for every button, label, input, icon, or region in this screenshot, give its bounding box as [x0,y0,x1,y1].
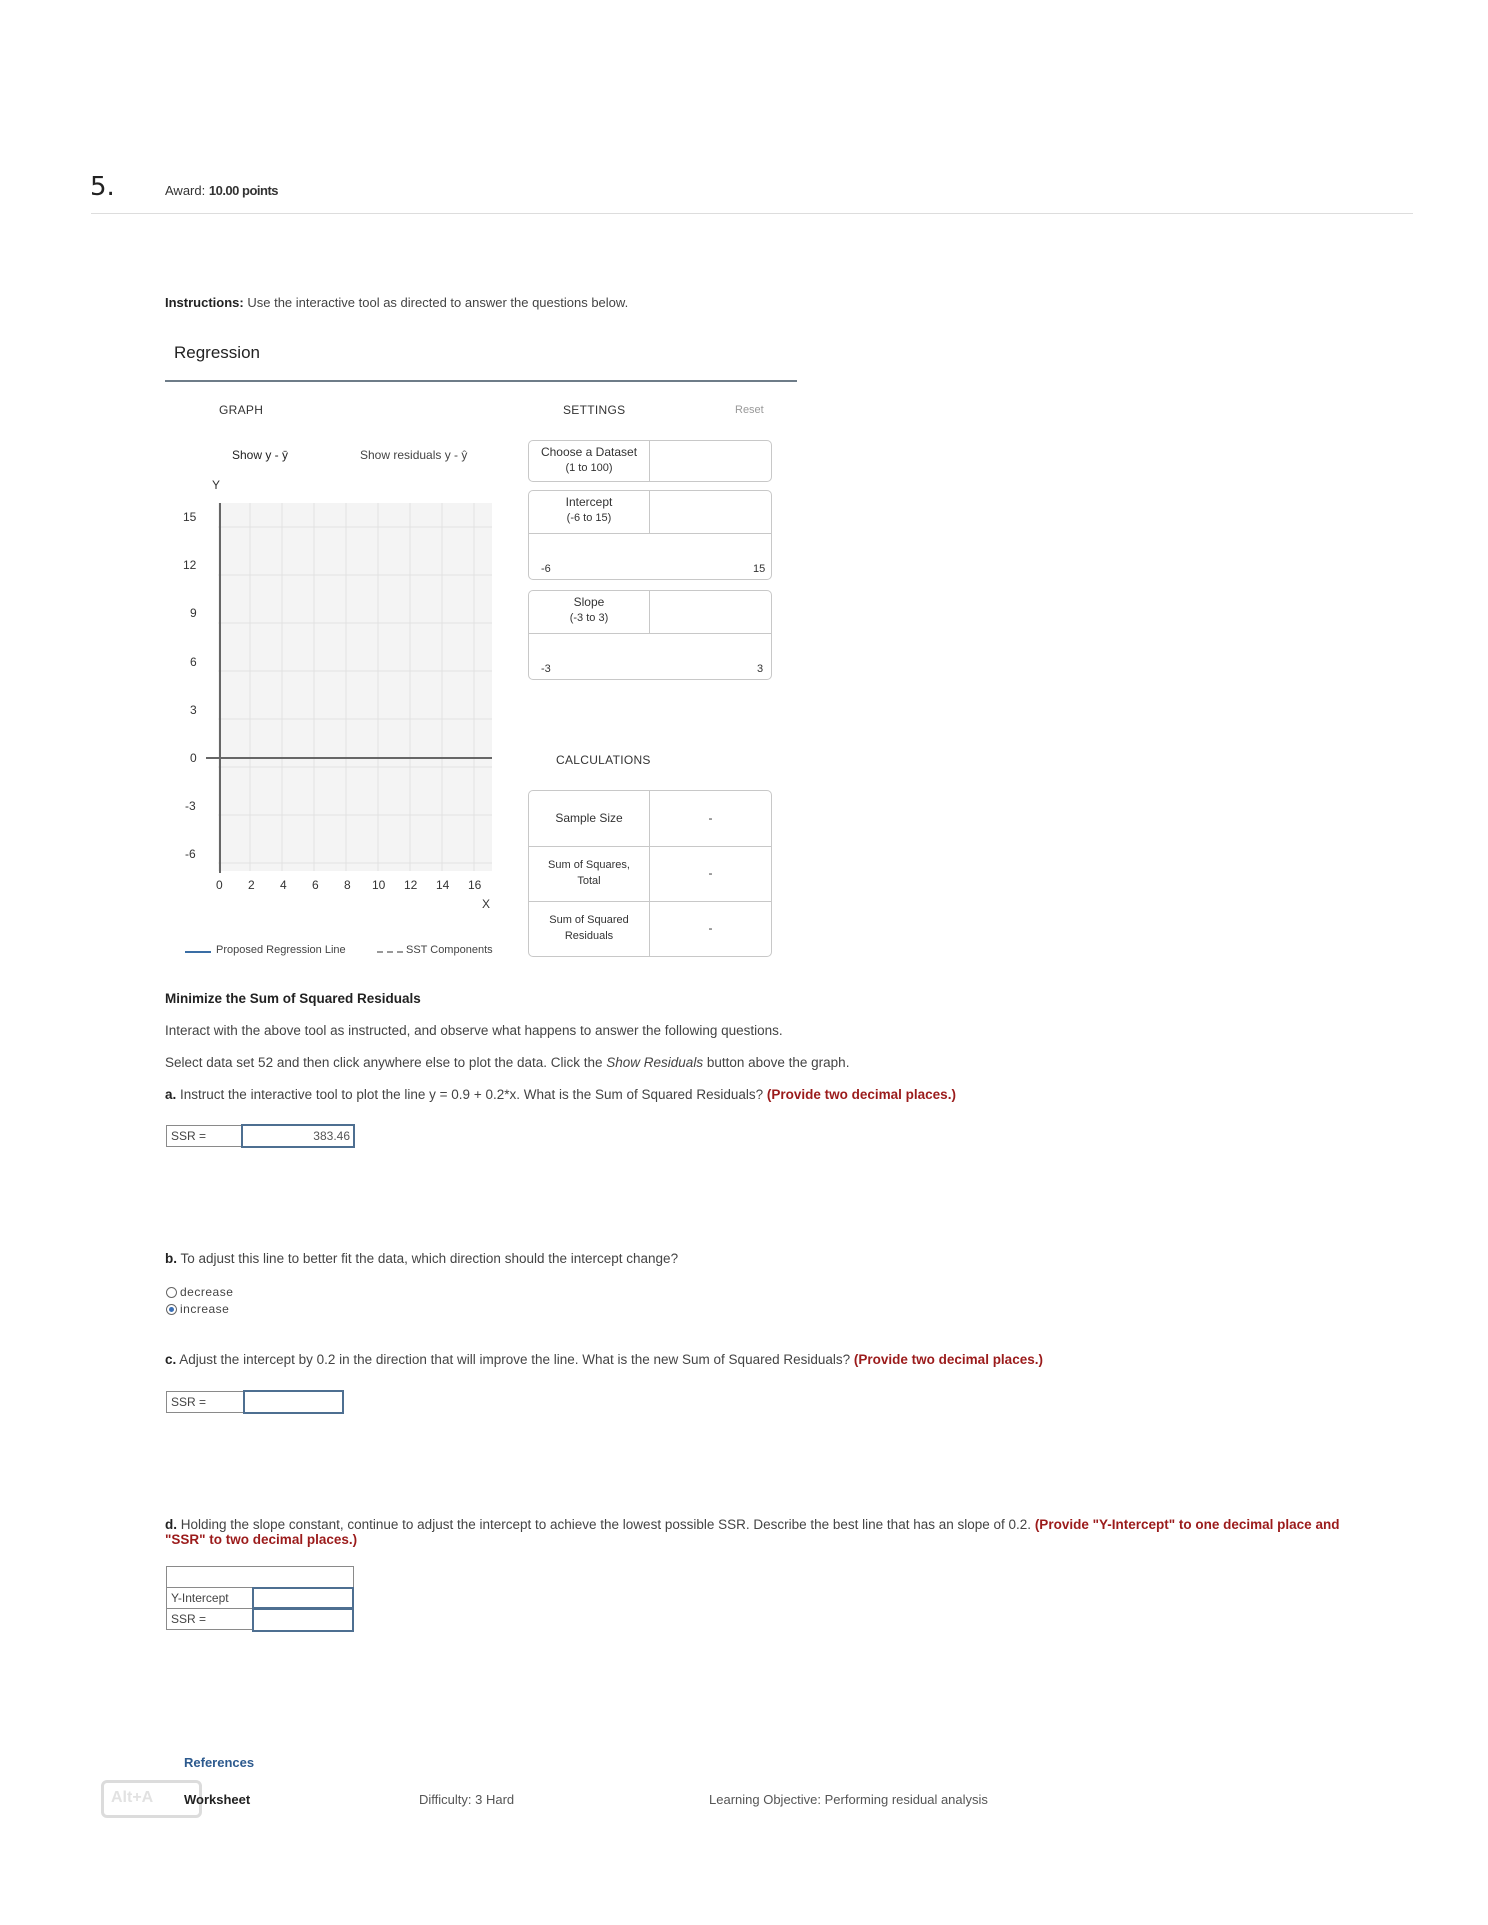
section-paragraph-1: Interact with the above tool as instructed, and observe what happens to answer the following questions. [165,1023,783,1038]
difficulty-label: Difficulty: 3 Hard [419,1792,515,1807]
calc-value: - [708,921,713,935]
intercept-min: -6 [541,563,551,575]
tool-title-divider [165,380,797,382]
instructions-text: Use the interactive tool as directed to answer the questions below. [247,295,629,310]
x-axis [206,757,492,759]
y-tick: 6 [190,655,197,669]
x-tick: 2 [248,878,255,892]
radio-increase[interactable] [166,1304,177,1315]
intercept-box [528,490,772,580]
learning-objective: Learning Objective: Performing residual analysis [709,1792,988,1807]
calc-value: - [708,811,713,825]
instructions-label: Instructions: [165,295,244,310]
y-axis [219,503,221,873]
x-tick: 6 [312,878,319,892]
slope-slider[interactable] [535,634,765,670]
slope-label: Slope [573,595,605,609]
award-value: 10.00 points [208,183,278,198]
radio-decrease[interactable] [166,1287,177,1298]
reset-button[interactable]: Reset [735,404,764,416]
legend-line-swatch [185,951,211,953]
x-tick: 14 [436,878,450,892]
section-paragraph-2: Select data set 52 and then click anywhere else to plot the data. Click the Show Residuals button above the graph. [165,1055,850,1070]
header-divider [91,213,1413,214]
answer-table-header [166,1566,354,1588]
calc-label-2: Residuals [564,930,614,942]
y-tick: -6 [185,847,196,861]
ssr-input-a[interactable]: 383.46 [241,1124,355,1148]
y-tick: -3 [185,799,196,813]
slope-max: 3 [757,663,764,675]
ssr-label-a: SSR = [166,1125,242,1147]
x-axis-label: X [482,897,491,911]
plot-area[interactable] [218,503,492,871]
calc-label: Sum of Squares, [548,859,630,871]
legend-sst-swatch [377,951,403,953]
slope-min: -3 [541,663,551,675]
award-label: Award: [165,183,206,198]
legend-line-label: Proposed Regression Line [216,944,346,956]
worksheet-label: Worksheet [184,1792,251,1807]
y-intercept-input[interactable] [252,1587,354,1609]
x-tick: 4 [280,878,287,892]
y-tick: 0 [190,751,197,765]
ssr-input-d[interactable] [252,1608,354,1632]
graph-label: GRAPH [219,403,264,417]
x-tick: 12 [404,878,418,892]
slope-box [528,590,772,680]
intercept-slider[interactable] [535,534,765,570]
legend-sst-label: SST Components [406,944,493,956]
calc-value: - [708,866,713,880]
plot-grid [218,503,492,871]
slope-range: (-3 to 3) [569,612,609,624]
award-line [165,183,278,198]
intercept-range: (-6 to 15) [566,512,612,524]
instructions [165,295,628,310]
y-tick: 12 [183,558,197,572]
calculations-label: CALCULATIONS [556,753,651,767]
intercept-max: 15 [753,563,766,575]
question-a: a. Instruct the interactive tool to plot the line y = 0.9 + 0.2*x. What is the Sum of Squared Residuals? (Provide two decimal places.) [165,1087,956,1102]
x-tick: 16 [468,878,482,892]
calculations-table [528,790,772,957]
ssr-label-d: SSR = [166,1608,253,1630]
calc-label: Sum of Squared [549,914,629,926]
intercept-label: Intercept [565,495,613,509]
intercept-input[interactable] [650,491,771,533]
tool-title: Regression [174,343,260,362]
y-axis-label: Y [212,478,221,492]
calc-label-2: Total [577,875,601,887]
question-d: d. Holding the slope constant, continue to adjust the intercept to achieve the lowest possible SSR. Describe the best line that has an slope of 0.2. (Provide "Y-Intercept" to one decimal place and "SSR" to two decimal places.) [165,1517,1340,1547]
alt-a-watermark: Alt+A [101,1780,202,1818]
ssr-label-c: SSR = [166,1391,244,1413]
dataset-label: Choose a Dataset [540,445,638,459]
settings-label: SETTINGS [563,403,626,417]
y-intercept-label: Y-Intercept [166,1587,253,1609]
show-residuals-button[interactable]: Show residuals y - ŷ [360,448,468,462]
x-tick: 10 [372,878,386,892]
question-c: c. Adjust the intercept by 0.2 in the direction that will improve the line. What is the new Sum of Squared Residuals? (Provide two decimal places.) [165,1352,1043,1367]
section-title: Minimize the Sum of Squared Residuals [165,991,421,1006]
y-tick: 3 [190,703,197,717]
radio-decrease-label: decrease [180,1285,234,1299]
calc-label: Sample Size [555,811,623,825]
radio-increase-label: increase [180,1302,230,1316]
ssr-input-c[interactable] [243,1390,344,1414]
y-tick: 9 [190,606,197,620]
show-y-ybar-button[interactable]: Show y - ȳ [232,448,289,462]
question-b: b. To adjust this line to better fit the data, which direction should the intercept change? [165,1251,679,1266]
question-number: 5. [90,172,115,202]
slope-input[interactable] [650,591,771,633]
dataset-box [528,440,772,482]
dataset-range: (1 to 100) [565,462,613,474]
dataset-input[interactable] [650,441,771,481]
x-tick: 8 [344,878,351,892]
references-link[interactable]: References [184,1755,255,1770]
x-tick: 0 [216,878,223,892]
y-tick: 15 [183,510,197,524]
